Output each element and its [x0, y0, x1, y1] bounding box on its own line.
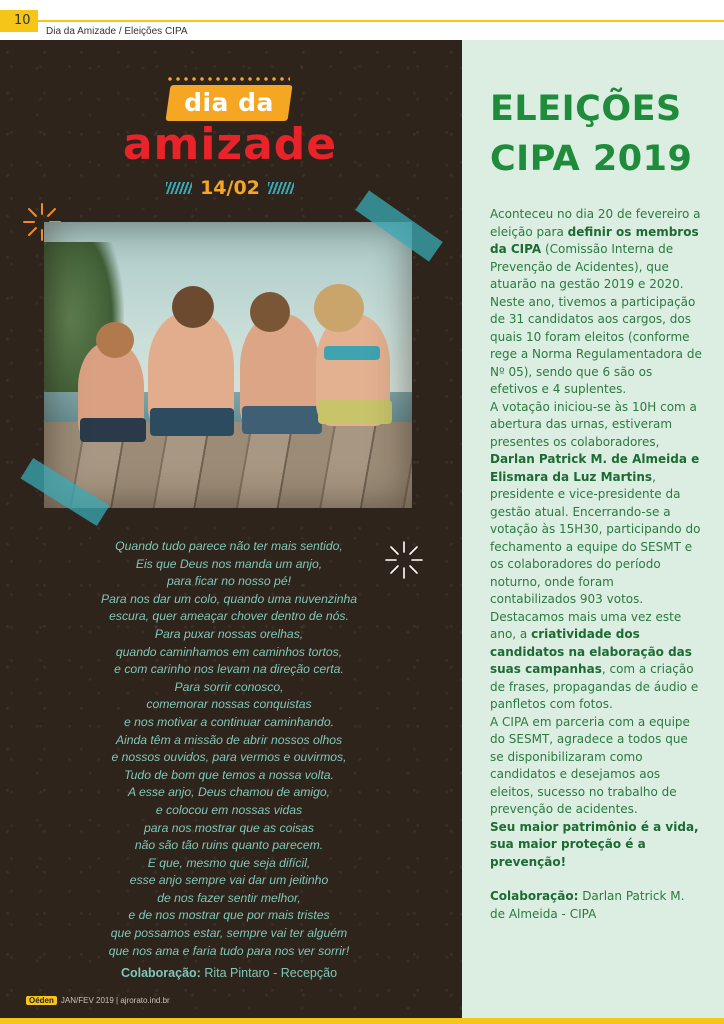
article-paragraph-2: [490, 399, 702, 609]
footer-brand-logo: Oéden: [26, 996, 57, 1005]
poem-line: Para sorrir conosco,: [174, 679, 284, 694]
poem-line: e nossos ouvidos, para vermos e ouvirmos,: [111, 750, 347, 765]
poem-line: e colocou em nossas vidas: [155, 802, 303, 817]
logo-line2: amizade: [122, 119, 338, 170]
poem-line: A esse anjo, Deus chamou de amigo,: [127, 785, 331, 800]
article-paragraph-4: A CIPA em parceria com a equipe do SESMT, agradece a todos que se disponibilizaram como candidatos e desejamos aos eleitos, sucesso no trabalho de prevenção de acidentes.: [490, 714, 690, 816]
page-number: 10: [0, 10, 38, 32]
poem-line: Eis que Deus nos manda um anjo,: [135, 556, 323, 571]
children-on-dock-photo: [44, 222, 412, 508]
poem-line: Quando tudo parece não ter mais sentido,: [115, 539, 343, 553]
text-run: (Comissão Interna de Prevenção de Acidentes), que atuarão na gestão 2019 e 2020. Neste ano, tivemos a participação de 31 candidatos aos cargos, dos quais 10 foram eleitos (conforme rege a Norma Regulamentadora de Nº 05), sendo que 6 são os efetivos e 4 suplentes.: [490, 242, 702, 396]
logo-date: 14/02: [200, 177, 260, 199]
poem-line: para nos mostrar que as coisas: [143, 820, 315, 835]
poem-line: que possamos estar, sempre vai ter alguém: [110, 926, 348, 941]
section-breadcrumb: Dia da Amizade / Eleições CIPA: [46, 26, 188, 37]
poem-line: que nos ama e faria tudo para nos ver sorrir!: [108, 943, 350, 958]
text-run: A votação iniciou-se às 10H com a abertura das urnas, estiveram presentes os colaboradores,: [490, 399, 697, 449]
text-bold: criatividade dos candidatos na elaboração das suas campanhas: [490, 627, 692, 676]
footer-issue: JAN/FEV 2019 | ajrorato.ind.br: [60, 996, 170, 1005]
poem-line: e com carinho nos levam na direção certa.: [114, 662, 344, 677]
article-paragraph-5: [490, 819, 702, 872]
text-run: Aconteceu no dia 20 de fevereiro a eleição para: [490, 207, 701, 239]
poem-line: E que, mesmo que seja difícil,: [147, 855, 311, 870]
logo-dots: [166, 77, 290, 81]
text-bold: Seu maior patrimônio é a vida, sua maior proteção é a prevenção!: [490, 819, 699, 869]
poem-line: Para nos dar um colo, quando uma nuvenzinha: [100, 591, 358, 606]
poem-line: esse anjo sempre vai dar um jeitinho: [129, 873, 329, 888]
bottom-bar: [0, 1018, 724, 1024]
logo-banner: [165, 85, 292, 121]
poem-line: e de nos mostrar que por mais tristes: [128, 908, 330, 923]
text-bold: Darlan Patrick M. de Almeida e Elismara da Luz Martins: [490, 452, 700, 484]
hatch-left: [166, 182, 192, 194]
poem-line: Para puxar nossas orelhas,: [154, 626, 304, 641]
poem-credit: [44, 966, 414, 980]
article-body: [490, 206, 702, 923]
poem-line: Tudo de bom que temos a nossa volta.: [124, 767, 334, 782]
friendship-poem: [44, 538, 414, 960]
poem-line: não são tão ruins quanto parecem.: [134, 838, 324, 853]
footer: [26, 996, 170, 1005]
poem-line: comemorar nossas conquistas: [146, 697, 312, 712]
poem-line: quando caminhamos em caminhos tortos,: [115, 644, 343, 659]
poem-line: Ainda têm a missão de abrir nossos olhos: [115, 732, 343, 747]
top-bar: [0, 0, 724, 40]
article-title-line1: ELEIÇÕES: [490, 89, 682, 129]
logo-date-row: [166, 177, 294, 199]
article-title: [490, 84, 710, 184]
article-credit-label: Colaboração:: [490, 889, 579, 903]
poem-line: escura, quer ameaçar chover dentro de nós.: [109, 609, 349, 624]
poem-credit-label: Colaboração:: [120, 966, 201, 980]
poem-line: e nos motivar a continuar caminhando.: [123, 714, 334, 729]
text-run: Destacamos mais uma vez este ano, a: [490, 609, 682, 641]
article-paragraph-1: [490, 206, 702, 399]
text-run: , com a criação de frases, propagandas de áudio e panfletos com fotos.: [490, 662, 699, 711]
poem-credit-name: Rita Pintaro - Recepção: [204, 966, 338, 980]
poem-line: de nos fazer sentir melhor,: [157, 890, 301, 905]
header-rule: [38, 20, 724, 22]
text-bold: definir os membros da CIPA: [490, 224, 699, 256]
article-title-line2: CIPA 2019: [490, 139, 693, 179]
logo-line1: dia da: [184, 88, 274, 117]
text-run: , presidente e vice-presidente da gestão atual. Encerrando-se a votação às 15H30, participando do fechamento a equipe do SESMT e os colaboradores do período noturno, onde foram contabilizados 903 votos.: [490, 469, 701, 606]
friendship-day-logo: [100, 75, 360, 205]
hatch-right: [268, 182, 294, 194]
article-paragraph-3: [490, 609, 702, 714]
poem-line: para ficar no nosso pé!: [167, 574, 291, 589]
article-credit-name: Darlan Patrick M. de Almeida - CIPA: [490, 889, 685, 921]
photo-vignette: [44, 222, 412, 508]
article-credit: [490, 888, 702, 923]
